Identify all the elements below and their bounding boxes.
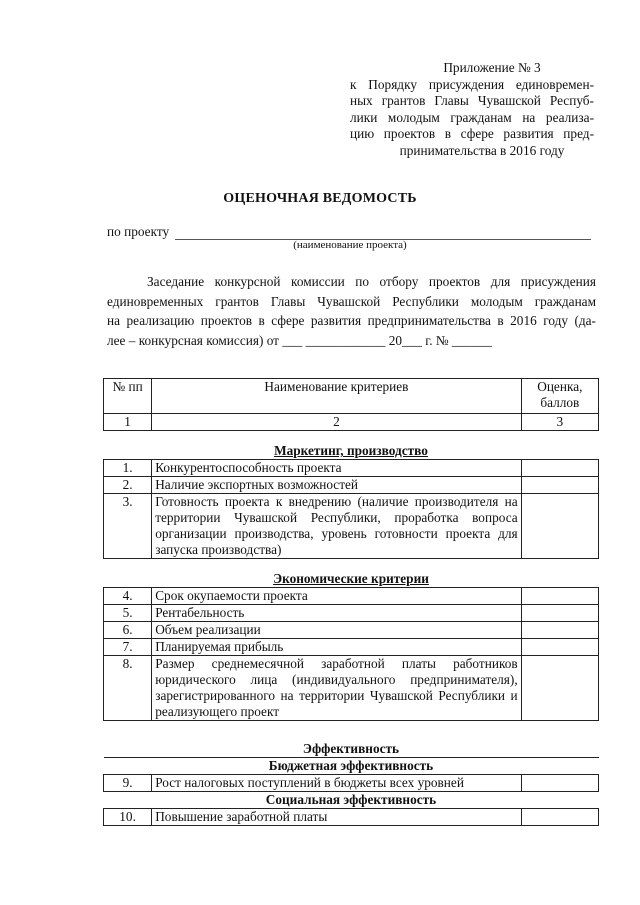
paragraph-line: на реализацию проектов в сфере развития предпринимательства в 2016 году (да- [107,313,596,328]
table-index-row [104,414,599,431]
table-row [104,639,599,656]
row-name: Конкурентоспособность проекта [152,460,521,477]
appendix-line: ных грантов Главы Чувашской Респуб- [350,93,594,108]
section-row [104,559,599,588]
table-row [104,656,599,721]
appendix-line: цию проектов в сфере развития пред- [350,126,594,141]
row-name: Срок окупаемости проекта [152,588,521,605]
row-name: Рост налоговых поступлений в бюджеты всех уровней [152,775,521,792]
row-name: Готовность проекта к внедрению (наличие производителя на территории Чувашской Республики, проработка вопроса организации производства, уровень готовности проекта для запуска производства) [152,494,521,559]
table-row [104,605,599,622]
row-name: Рентабельность [152,605,521,622]
paragraph-line: Заседание конкурсной комиссии по отбору проектов для присуждения [147,274,596,289]
row-name: Наличие экспортных возможностей [152,477,521,494]
row-num: 4. [104,588,152,605]
row-num: 1. [104,460,152,477]
row-num: 10. [104,809,152,826]
table-row [104,775,599,792]
row-name: Размер среднемесячной заработной платы работников юридического лица (индивидуального предпринимателя), зарегистрированного на территории Чувашской Республики и реализующего проект [152,656,521,721]
section-budget: Бюджетная эффективность [268,758,434,773]
section-row [104,431,599,460]
section-row [104,721,599,758]
row-name: Планируемая прибыль [152,639,521,656]
header-name: Наименование критериев [152,379,521,414]
table-row [104,809,599,826]
table-row [104,460,599,477]
row-num: 9. [104,775,152,792]
header-score: Оценка, баллов [521,379,598,414]
table-row [104,477,599,494]
index-cell: 2 [152,414,521,431]
section-economic: Экономические критерии [273,571,429,586]
subsection-row [104,758,599,775]
table-header-row [104,379,599,414]
project-hint: (наименование проекта) [293,239,407,251]
row-score[interactable] [521,622,598,639]
appendix-line: к Порядку присуждения единовремен- [350,76,594,92]
row-name: Объем реализации [152,622,521,639]
index-cell: 1 [104,414,152,431]
section-marketing: Маркетинг, производство [274,443,428,458]
paragraph-line: единовременных грантов Главы Чувашской Республики молодым гражданам [107,293,596,309]
appendix-block [350,60,594,159]
row-score[interactable] [521,477,598,494]
index-cell: 3 [521,414,598,431]
row-num: 7. [104,639,152,656]
row-num: 5. [104,605,152,622]
table-row [104,588,599,605]
row-num: 2. [104,477,152,494]
row-num: 8. [104,656,152,721]
table-row [104,622,599,639]
row-score[interactable] [521,494,598,559]
row-name: Повышение заработной платы [152,809,521,826]
row-num: 3. [104,494,152,559]
appendix-line: принимательства в 2016 году [399,142,565,158]
table-row [104,494,599,559]
criteria-table [103,378,599,826]
row-score[interactable] [521,588,598,605]
row-num: 6. [104,622,152,639]
row-score[interactable] [521,639,598,656]
section-social: Социальная эффективность [265,792,437,807]
header-num: № пп [104,379,152,414]
section-efficiency: Эффективность [302,741,400,756]
row-score[interactable] [521,656,598,721]
paragraph-line: лее – конкурсная комиссия) от ___ ____________ 20___ г. № ______ [107,332,492,348]
row-score[interactable] [521,605,598,622]
appendix-line: лики молодым гражданам на реализа- [350,109,594,125]
intro-paragraph [107,272,596,350]
appendix-title: Приложение № 3 [443,60,541,75]
row-score[interactable] [521,809,598,826]
project-label: по проекту [107,224,170,239]
row-score[interactable] [521,460,598,477]
subsection-row [104,792,599,809]
row-score[interactable] [521,775,598,792]
document-title: ОЦЕНОЧНАЯ ВЕДОМОСТЬ [223,191,417,206]
